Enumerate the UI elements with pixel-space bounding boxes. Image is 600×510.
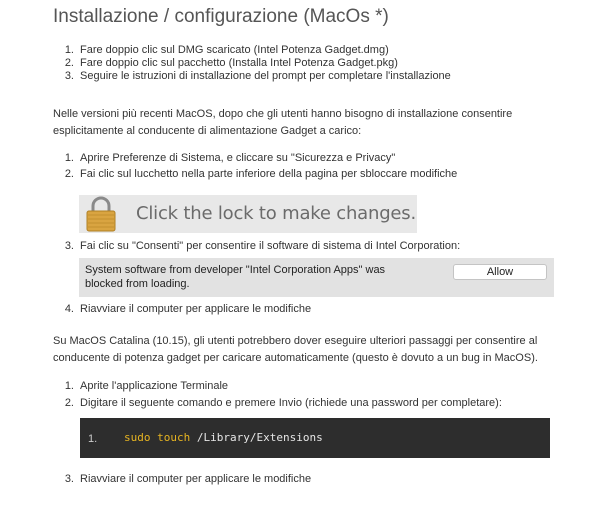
list-item-text: Aprire Preferenze di Sistema, e cliccare su "Sicurezza e Privacy": [80, 152, 396, 164]
list-number: 2.: [64, 397, 74, 409]
list-item: [60, 240, 580, 253]
security-steps-list: [60, 152, 580, 181]
list-item-text: Fai clic su "Consenti" per consentire il software di sistema di Intel Corporation:: [80, 240, 461, 252]
list-item-text: Digitare il seguente comando e premere Invio (richiede una password per completare):: [80, 397, 502, 409]
list-number: 2.: [64, 57, 74, 69]
list-item-text: Riavviare il computer per applicare le modifiche: [80, 303, 312, 315]
intro-paragraph: Nelle versioni più recenti MacOS, dopo che gli utenti hanno bisogno di installazione consentire esplicitamente al conducente di alimentazione Gadget a carico:: [53, 108, 513, 137]
list-item-text: Riavviare il computer per applicare le modifiche: [80, 473, 312, 485]
catalina-step-3: [60, 473, 580, 486]
list-item: [60, 380, 580, 397]
list-item: [60, 44, 580, 57]
list-number: 3.: [64, 473, 74, 485]
list-number: 2.: [64, 168, 74, 180]
step-3: [60, 240, 580, 253]
list-item: [60, 168, 580, 181]
list-item: [60, 473, 580, 486]
list-item-text: Seguire le istruzioni di installazione del prompt per completare l'installazione: [80, 70, 451, 82]
list-item: [60, 57, 580, 70]
install-steps-list: [60, 44, 580, 83]
list-number: 1.: [64, 44, 74, 56]
list-item-text: Fai clic sul lucchetto nella parte inferiore della pagina per sbloccare modifiche: [80, 168, 458, 180]
lock-screenshot: [79, 195, 417, 233]
code-keyword: sudo touch: [124, 431, 191, 444]
allow-button: Allow: [453, 264, 547, 280]
code-line[interactable]: [124, 431, 323, 444]
list-item: [60, 303, 580, 316]
catalina-steps-list: [60, 380, 580, 410]
list-number: 1.: [64, 380, 74, 392]
page-title: Installazione / configurazione (MacOs *): [53, 6, 389, 27]
code-block: [80, 418, 550, 458]
list-number: 1.: [64, 152, 74, 164]
blocked-message: System software from developer "Intel Corporation Apps" was blocked from loading.: [85, 264, 386, 290]
list-item: [60, 152, 580, 168]
code-argument: /Library/Extensions: [190, 431, 323, 444]
list-item: [60, 397, 580, 410]
allow-screenshot: [79, 258, 554, 297]
code-line-number: 1.: [88, 433, 98, 445]
list-item-text: Aprite l'applicazione Terminale: [80, 380, 229, 392]
list-number: 3.: [64, 240, 74, 252]
list-item: [60, 70, 580, 83]
lock-icon: [85, 196, 117, 232]
lock-message: Click the lock to make changes.: [136, 203, 417, 224]
list-number: 4.: [64, 303, 74, 315]
catalina-paragraph: Su MacOS Catalina (10.15), gli utenti potrebbero dover eseguire ulteriori passaggi per consentire al conducente di potenza gadget per caricare automaticamente (questo è dovuto a un bug in MacOS).: [53, 335, 538, 364]
list-number: 3.: [64, 70, 74, 82]
list-item-text: Fare doppio clic sul pacchetto (Installa Intel Potenza Gadget.pkg): [80, 57, 398, 69]
step-4: [60, 303, 580, 316]
list-item-text: Fare doppio clic sul DMG scaricato (Intel Potenza Gadget.dmg): [80, 44, 389, 56]
